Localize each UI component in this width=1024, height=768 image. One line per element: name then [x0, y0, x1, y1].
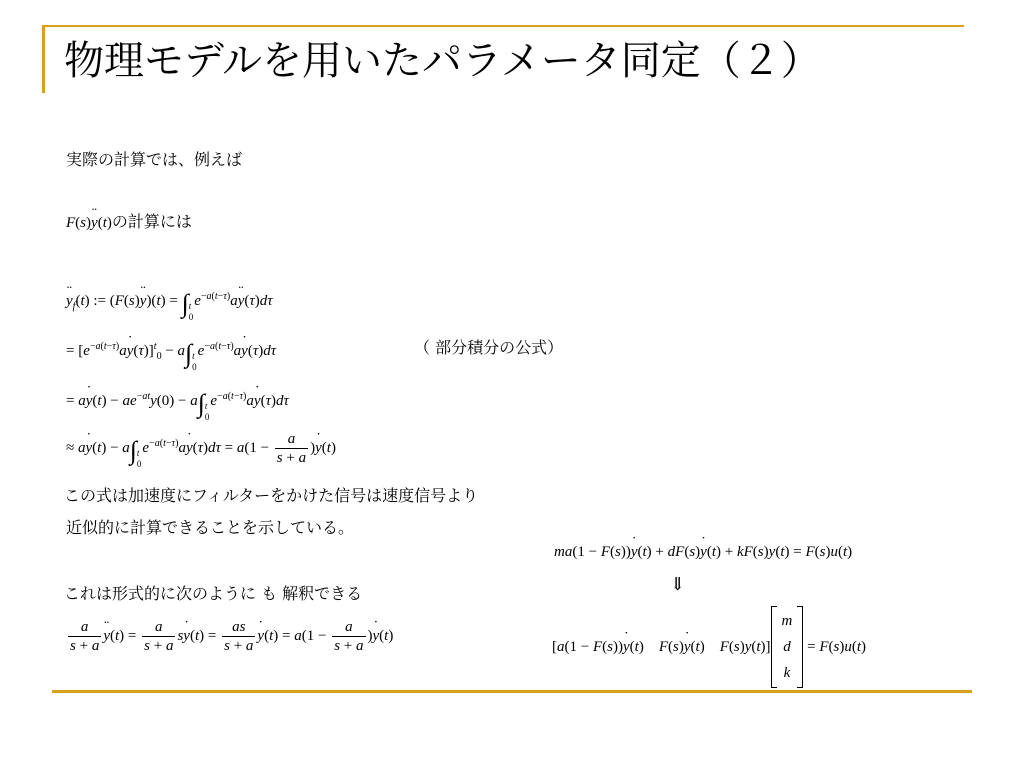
matrix-equation: [a(1 − F(s))˙ y(t) F(s)˙ y(t) F(s)y(t)] m d k = F(s)u(t)	[552, 606, 866, 688]
equation-2: = [$e^{-a(t-\tau)}a˙$ y(τ)]$^t_0$ − a∫ t 0 $e^{-a(t-\tau)}a˙$ y(τ)dτ	[66, 337, 276, 373]
calc-label: の計算には	[111, 212, 192, 231]
calc-line: F(s)¨ y(t)の計算には	[66, 212, 192, 233]
slide-title: 物理モデルを用いたパラメータ同定（２）	[64, 38, 821, 84]
bottom-accent-line	[52, 690, 972, 693]
filter-sentence-1: この式は加速度にフィルターをかけた信号は速度信号より	[64, 486, 479, 505]
implies-arrow: ⇓	[670, 574, 686, 594]
intro-text: 実際の計算では、例えば	[66, 150, 243, 169]
equation-1: ¨ $y_f(t)$ := (F(s)¨ y)(t) = ∫ t 0 $e^{-a(t-\tau)}a¨$ y(τ)dτ	[66, 287, 273, 323]
title-accent-top	[42, 25, 964, 27]
model-equation: ma(1 − F(s))˙ y(t) + dF(s)˙ y(t) + kF(s)y(t) = F(s)u(t)	[554, 542, 852, 562]
equation-4: ≈ a˙ y(t) − a∫ t 0 $e^{-a(t-\tau)}a˙$ y(τ)dτ = a(1 − $\frac{a}{s + a}$ )˙ y(t)	[66, 430, 336, 470]
integration-note: （ 部分積分の公式）	[414, 338, 564, 357]
formal-equation: $\frac{a}{s + a}$ ¨ y(t) = $\frac{a}{s + a}$ s˙ y(t) = $\frac{as}{s + a}$ ˙ y(t) = a(1 − $\frac{a}{s + a}$ )˙ y(t)	[66, 618, 393, 655]
formal-sentence: これは形式的に次のように も 解釈できる	[64, 584, 363, 603]
equation-3: = a˙ $y(t) - ae^{-at}y(0) - a\int$ t 0 $e^{-a(t-\tau)}a˙$ y(τ)dτ	[66, 387, 289, 423]
filter-sentence-2: 近似的に計算できることを示している。	[66, 518, 355, 537]
parameter-vector: m d k	[771, 606, 804, 688]
title-accent-vertical	[42, 25, 45, 93]
